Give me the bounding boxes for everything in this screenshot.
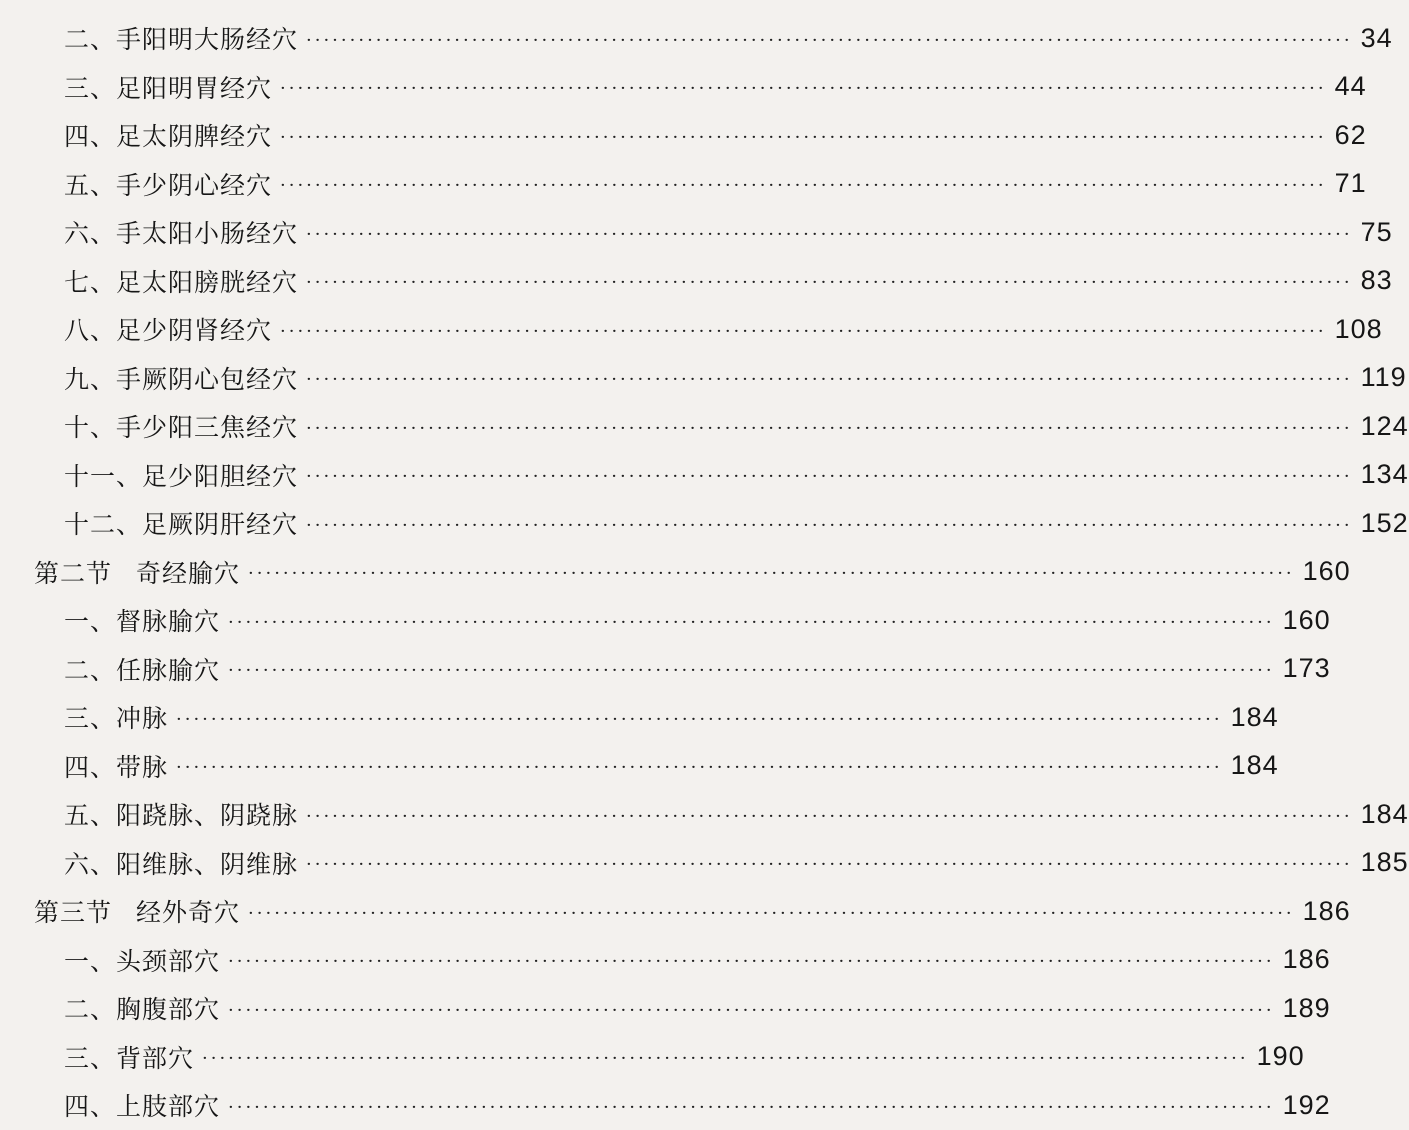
toc-section-row xyxy=(0,887,1351,936)
toc-entry-row xyxy=(0,111,1367,160)
toc-section-number: 第三节 xyxy=(34,898,113,928)
toc-page-number: 34 xyxy=(1360,22,1393,53)
toc-entry-title: 十二、足厥阴肝经穴 xyxy=(64,510,299,540)
toc-page-number: 192 xyxy=(1282,1089,1331,1120)
dot-leader: ························································································································ xyxy=(306,805,1353,827)
toc-page-number: 184 xyxy=(1230,750,1279,781)
toc-entry-title: 九、手厥阴心包经穴 xyxy=(64,364,299,394)
toc-entry-row xyxy=(0,208,1393,257)
dot-leader: ························································································································ xyxy=(306,223,1353,245)
toc-entry-row xyxy=(0,451,1409,500)
toc-entry-row xyxy=(0,354,1407,403)
toc-entry-row xyxy=(0,936,1331,985)
toc-page-number: 189 xyxy=(1282,992,1331,1023)
toc-entry-row xyxy=(0,839,1409,888)
toc-page-number: 124 xyxy=(1360,410,1409,441)
dot-leader: ························································································································ xyxy=(248,902,1295,924)
dot-leader: ························································································································ xyxy=(202,1048,1249,1070)
toc-entry-row xyxy=(0,160,1367,209)
toc-page-number: 152 xyxy=(1360,507,1409,538)
dot-leader: ························································································································ xyxy=(176,757,1223,779)
dot-leader: ························································································································ xyxy=(280,175,1327,197)
toc-entry-row xyxy=(0,63,1367,112)
dot-leader: ························································································································ xyxy=(306,854,1353,876)
toc-entry-title: 十、手少阳三焦经穴 xyxy=(64,413,299,443)
toc-page-number: 75 xyxy=(1360,216,1393,247)
toc-entry-row xyxy=(0,257,1393,306)
toc-entry-row xyxy=(0,305,1383,354)
toc-page-number: 83 xyxy=(1360,265,1393,296)
dot-leader: ························································································································ xyxy=(228,999,1275,1021)
toc-page-number: 62 xyxy=(1334,119,1367,150)
dot-leader: ························································································································ xyxy=(306,369,1353,391)
toc-entry-row xyxy=(0,984,1331,1033)
dot-leader: ························································································································ xyxy=(306,514,1353,536)
toc-page-number: 71 xyxy=(1334,168,1367,199)
toc-section-number: 第二节 xyxy=(34,558,113,588)
toc-entry-title: 三、背部穴 xyxy=(64,1043,195,1073)
toc-page-number: 160 xyxy=(1282,604,1331,635)
toc-entry-title: 三、冲脉 xyxy=(64,704,169,734)
toc-entry-row xyxy=(0,402,1409,451)
toc-entry-row xyxy=(0,596,1331,645)
toc-page-number: 119 xyxy=(1360,362,1407,393)
toc-entry-title: 二、手阳明大肠经穴 xyxy=(64,25,299,55)
toc-entry-title: 二、任脉腧穴 xyxy=(64,655,221,685)
toc-entry-row xyxy=(0,1033,1305,1082)
toc-entry-row xyxy=(0,742,1279,791)
toc-page-number: 134 xyxy=(1360,459,1409,490)
toc-entry-title: 八、足少阴肾经穴 xyxy=(64,316,273,346)
toc-page-number: 186 xyxy=(1302,895,1351,926)
toc-page-number: 160 xyxy=(1302,556,1351,587)
toc-page-number: 186 xyxy=(1282,944,1331,975)
toc-entry-row xyxy=(0,1081,1331,1130)
toc-page-number: 173 xyxy=(1282,653,1331,684)
dot-leader: ························································································································ xyxy=(228,611,1275,633)
dot-leader: ························································································································ xyxy=(248,563,1295,585)
toc-entry-title: 六、阳维脉、阴维脉 xyxy=(64,849,299,879)
toc-entry-title: 一、督脉腧穴 xyxy=(64,607,221,637)
toc-page-number: 44 xyxy=(1334,71,1367,102)
toc-section-title: 经外奇穴 xyxy=(136,898,241,928)
toc-entry-title: 四、上肢部穴 xyxy=(64,1092,221,1122)
dot-leader: ························································································································ xyxy=(228,951,1275,973)
toc-entry-title: 六、手太阳小肠经穴 xyxy=(64,219,299,249)
toc-page-number: 185 xyxy=(1360,847,1409,878)
table-of-contents xyxy=(0,14,1409,1130)
toc-section-row xyxy=(0,548,1351,597)
toc-entry-row xyxy=(0,499,1409,548)
dot-leader: ························································································································ xyxy=(280,78,1327,100)
dot-leader: ························································································································ xyxy=(228,660,1275,682)
dot-leader: ························································································································ xyxy=(280,320,1327,342)
dot-leader: ························································································································ xyxy=(306,466,1353,488)
dot-leader: ························································································································ xyxy=(306,417,1353,439)
toc-entry-title: 四、带脉 xyxy=(64,752,169,782)
toc-page-number: 190 xyxy=(1256,1041,1305,1072)
toc-section-title: 奇经腧穴 xyxy=(136,558,241,588)
toc-entry-row xyxy=(0,645,1331,694)
dot-leader: ························································································································ xyxy=(228,1096,1275,1118)
toc-entry-title: 十一、足少阳胆经穴 xyxy=(64,461,299,491)
toc-entry-title: 四、足太阴脾经穴 xyxy=(64,122,273,152)
toc-entry-title: 一、头颈部穴 xyxy=(64,946,221,976)
dot-leader: ························································································································ xyxy=(280,126,1327,148)
toc-entry-title: 三、足阳明胃经穴 xyxy=(64,73,273,103)
toc-page-number: 108 xyxy=(1334,313,1383,344)
toc-entry-title: 五、手少阴心经穴 xyxy=(64,170,273,200)
toc-entry-title: 二、胸腹部穴 xyxy=(64,995,221,1025)
dot-leader: ························································································································ xyxy=(176,708,1223,730)
dot-leader: ························································································································ xyxy=(306,29,1353,51)
toc-entry-row xyxy=(0,14,1393,63)
toc-entry-title: 七、足太阳膀胱经穴 xyxy=(64,267,299,297)
toc-page-number: 184 xyxy=(1360,798,1409,829)
toc-entry-row xyxy=(0,790,1409,839)
toc-page-number: 184 xyxy=(1230,701,1279,732)
toc-entry-title: 五、阳跷脉、阴跷脉 xyxy=(64,801,299,831)
toc-entry-row xyxy=(0,693,1279,742)
dot-leader: ························································································································ xyxy=(306,272,1353,294)
